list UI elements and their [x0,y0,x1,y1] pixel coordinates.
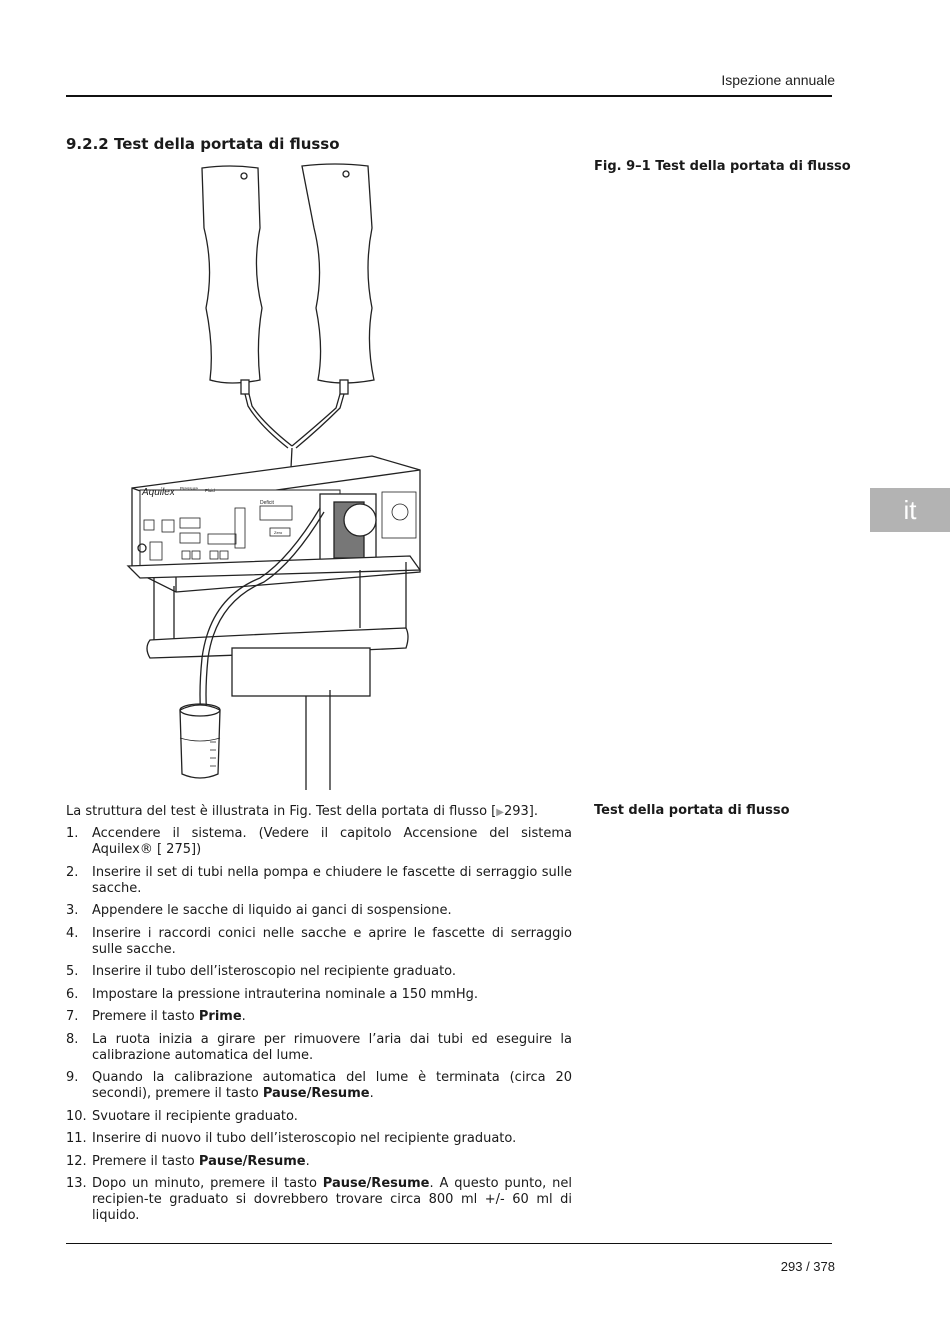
step-number: 6. [66,986,79,1002]
step-number: 3. [66,903,79,918]
step-text: Inserire di nuovo il tubo dell’isteroscopio nel recipiente graduato. [92,1131,517,1146]
step-text: Dopo un minuto, premere il tasto Pause/Resume. A questo punto, nel recipien-te graduato si dovrebbero trovare circa 800 ml +/- 60 ml di liquido. [92,1176,572,1223]
language-tab: it [870,488,950,532]
svg-text:Fluid: Fluid [205,488,215,493]
section-number: 9.2.2 [66,135,109,153]
flow-test-illustration [110,158,450,793]
page-reference-link[interactable]: 293 [503,804,529,819]
graduated-cylinder [180,704,220,778]
side-label: Test della portata di flusso [594,803,790,818]
procedure-step [66,1032,572,1064]
procedure-step [66,1176,572,1224]
key-name: Pause/Resume [198,1153,306,1169]
procedure-step [66,1131,572,1147]
header-divider [66,95,832,97]
procedure-step [66,987,572,1003]
step-number: 4. [66,925,79,941]
step-number: 1. [66,826,79,841]
key-name: Pause/Resume [322,1176,430,1191]
step-number: 11. [66,1131,87,1146]
cart [128,556,420,790]
procedure-step [66,826,572,858]
step-number: 9. [66,1070,79,1085]
step-number: 7. [66,1009,79,1024]
right-fluid-bag [302,164,374,383]
flow-test-drawing [110,158,450,793]
svg-text:Pressure: Pressure [180,486,199,491]
step-number: 10. [66,1108,87,1124]
brand-label: Aquilex [142,487,175,498]
procedure-step [66,1070,572,1102]
step-text: Premere il tasto Pause/Resume. [92,1153,310,1169]
step-number: 12. [66,1153,87,1169]
step-text: Impostare la pressione intrauterina nominale a 150 mmHg. [92,986,479,1002]
section-title: Test della portata di flusso [113,135,340,153]
key-name: Prime [198,1009,242,1024]
svg-text:Zero: Zero [274,530,283,535]
procedure-step [66,1109,572,1125]
step-text: Accendere il sistema. (Vedere il capitolo Accensione del sistema Aquilex® [ 275]) [92,826,572,857]
figure-caption: Fig. 9–1 Test della portata di flusso [594,159,851,174]
section-heading [66,135,340,153]
step-text: La ruota inizia a girare per rimuovere l’aria dai tubi ed eseguire la calibrazione automatica del lume. [92,1031,572,1063]
procedure-step [66,903,572,919]
step-text: Svuotare il recipiente graduato. [92,1108,298,1124]
intro-paragraph: La struttura del test è illustrata in Fig. Test della portata di flusso [▶293]. [66,804,538,819]
left-fluid-bag [202,166,262,383]
procedure-steps [66,826,572,1231]
step-number: 8. [66,1031,79,1047]
procedure-step [66,964,572,980]
step-number: 5. [66,964,79,979]
page-number: 293 / 378 [780,1259,835,1274]
step-number: 13. [66,1176,87,1191]
running-header: Ispezione annuale [721,72,835,88]
procedure-step [66,1009,572,1025]
key-name: Pause/Resume [262,1086,370,1101]
step-text: Inserire il set di tubi nella pompa e chiudere le fascette di serraggio sulle sacche. [92,864,572,896]
procedure-step [66,1154,572,1170]
svg-text:Deficit: Deficit [260,500,274,506]
procedure-step [66,865,572,897]
step-text: Inserire i raccordi conici nelle sacche e aprire le fascette di serraggio sulle sacche. [92,925,572,957]
step-number: 2. [66,864,79,880]
step-text: Appendere le sacche di liquido ai ganci di sospensione. [92,903,452,918]
procedure-step [66,926,572,958]
step-text: Premere il tasto Prime. [92,1009,246,1024]
step-text: Inserire il tubo dell’isteroscopio nel recipiente graduato. [92,964,457,979]
footer-divider [66,1243,832,1244]
step-text: Quando la calibrazione automatica del lume è terminata (circa 20 secondi), premere il tasto Pause/Resume. [92,1070,572,1101]
reference-arrow-icon: ▶ [496,807,504,818]
